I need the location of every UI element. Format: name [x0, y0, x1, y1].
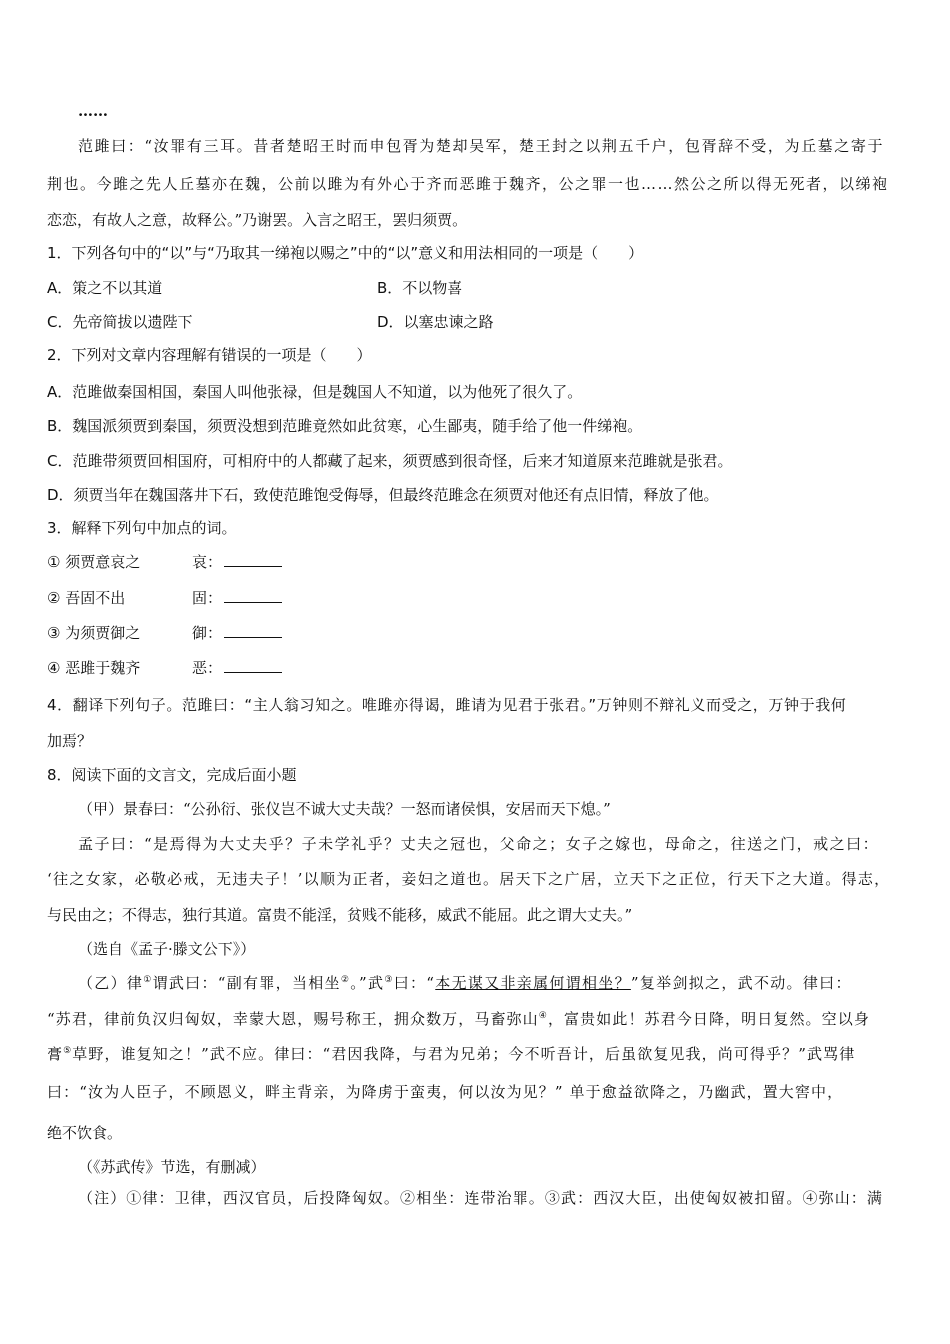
notes-line: （注）①律：卫律，西汉官员，后投降匈奴。②相坐：连带治罪。③武：西汉大臣，出使匈奴被扣留。④弥山：满 [78, 1189, 884, 1207]
q3-item-3-blank[interactable] [224, 623, 282, 638]
yi-line-3 [47, 1043, 855, 1065]
q2-option-d: D．须贾当年在魏国落井下石，致使范雎饱受侮辱，但最终范雎念在须贾对他还有点旧情，释放了他。 [47, 486, 719, 504]
jia-line-2: 孟子曰：“是焉得为大丈夫乎？子未学礼乎？丈夫之冠也，父命之；女子之嫁也，母命之，往送之门，戒之曰： [78, 835, 880, 853]
yi-line-2-b: ，富贵如此！苏君今日降，明日复然。空以身 [547, 1010, 870, 1028]
yi-line-1-d: 曰：“ [393, 974, 436, 992]
q3-item-3-answer [192, 622, 282, 644]
q3-item-4-blank[interactable] [224, 658, 282, 673]
q3-item-1-word: 哀： [192, 553, 223, 571]
q1-option-c: C．先帝简拔以遗陛下 [47, 313, 193, 331]
q3-item-1-sentence: ① 须贾意哀之 [47, 553, 141, 571]
q3-item-1-answer [192, 551, 282, 573]
q3-item-1-blank[interactable] [224, 552, 282, 567]
q2-option-b: B．魏国派须贾到秦国，须贾没想到范雎竟然如此贫寒，心生鄙夷，随手给了他一件绨袍。 [47, 417, 643, 435]
jia-line-4: 与民由之；不得志，独行其道。富贵不能淫，贫贱不能移，威武不能屈。此之谓大丈夫。” [47, 906, 633, 924]
yi-source: （《苏武传》节选，有删减） [78, 1158, 266, 1176]
jia-line-3: ‘往之女家，必敬必戒，无违夫子！’以顺为正者，妾妇之道也。居天下之广居，立天下之正位，行天下之大道。得志， [47, 870, 891, 888]
yi-line-1-a: （乙）律 [78, 974, 144, 992]
q3-item-4-sentence: ④ 恶雎于魏齐 [47, 659, 141, 677]
q3-item-2-sentence: ② 吾固不出 [47, 589, 126, 607]
q2-option-c: C．范雎带须贾回相国府，可相府中的人都藏了起来，须贾感到很奇怪，后来才知道原来范雎就是张君。 [47, 452, 733, 470]
jia-source: （选自《孟子·滕文公下》） [78, 940, 256, 958]
underlined-sentence: 本无谋又非亲属何谓相坐？ [435, 974, 631, 992]
yi-line-4: 曰：“汝为人臣子，不顾恩义，畔主背亲，为降虏于蛮夷，何以汝为见？” 单于愈益欲降之，乃幽武，置大窖中， [47, 1083, 844, 1101]
q3-item-4-word: 恶： [192, 659, 223, 677]
q3-item-2-blank[interactable] [224, 588, 282, 603]
q3-item-2-answer [192, 587, 282, 609]
yi-line-2-a: “苏君，律前负汉归匈奴，幸蒙大恩，赐号称王，拥众数万，马畜弥山 [47, 1010, 539, 1028]
note-marker-4: ④ [538, 1011, 548, 1021]
q3-stem: 3．解释下列句中加点的词。 [47, 519, 237, 537]
q3-item-3-sentence: ③ 为须贾御之 [47, 624, 141, 642]
note-marker-5: ⑤ [63, 1046, 73, 1056]
passage-line-2: 荆也。今雎之先人丘墓亦在魏，公前以雎为有外心于齐而恶雎于魏齐，公之罪一也……然公之所以得无死者，以绨袍 [47, 175, 889, 193]
q1-option-b: B．不以物喜 [377, 279, 463, 297]
yi-line-1 [78, 972, 852, 994]
q3-item-3-word: 御： [192, 624, 223, 642]
jia-line-1: （甲）景春曰：“公孙衍、张仪岂不诚大丈夫哉？一怒而诸侯惧，安居而天下熄。” [78, 800, 611, 818]
q3-item-4-answer [192, 657, 282, 679]
yi-line-1-c: 。”武 [350, 974, 385, 992]
ellipsis: …… [78, 102, 108, 120]
q1-stem: 1．下列各句中的“以”与“乃取其一绨袍以赐之”中的“以”意义和用法相同的一项是（ ） [47, 244, 644, 262]
q8-stem: 8．阅读下面的文言文，完成后面小题 [47, 766, 297, 784]
yi-line-1-e: ”复举剑拟之，武不动。律曰： [630, 974, 852, 992]
yi-line-1-b: 谓武曰：“副有罪，当相坐 [152, 974, 341, 992]
note-marker-2: ② [340, 975, 351, 985]
passage-line-1: 范雎曰：“汝罪有三耳。昔者楚昭王时而申包胥为楚却吴军，楚王封之以荆五千户，包胥辞不受，为丘墓之寄于 [78, 137, 885, 155]
q4-line-1: 4．翻译下列句子。范雎曰：“主人翁习知之。唯雎亦得谒，雎请为见君于张君。”万钟则不辩礼义而受之，万钟于我何 [47, 696, 847, 714]
yi-line-3-b: 草野，谁复知之！”武不应。律曰：“君因我降，与君为兄弟；今不听吾计，后虽欲复见我，尚可得乎？”武骂律 [72, 1045, 856, 1063]
yi-line-3-a: 膏 [47, 1045, 64, 1063]
note-marker-3: ③ [384, 975, 394, 985]
yi-line-2 [47, 1008, 870, 1030]
q3-item-2-word: 固： [192, 589, 223, 607]
q2-stem: 2．下列对文章内容理解有错误的一项是（ ） [47, 346, 372, 364]
q2-option-a: A．范雎做秦国相国，秦国人叫他张禄，但是魏国人不知道，以为他死了很久了。 [47, 383, 583, 401]
q4-line-2: 加焉？ [47, 732, 93, 750]
note-marker-1: ① [143, 975, 153, 985]
q1-option-d: D．以塞忠谏之路 [377, 313, 494, 331]
q1-option-a: A．策之不以其道 [47, 279, 163, 297]
passage-line-3: 恋恋，有故人之意，故释公。”乃谢罢。入言之昭王，罢归须贾。 [47, 211, 468, 229]
yi-line-5: 绝不饮食。 [47, 1124, 123, 1142]
